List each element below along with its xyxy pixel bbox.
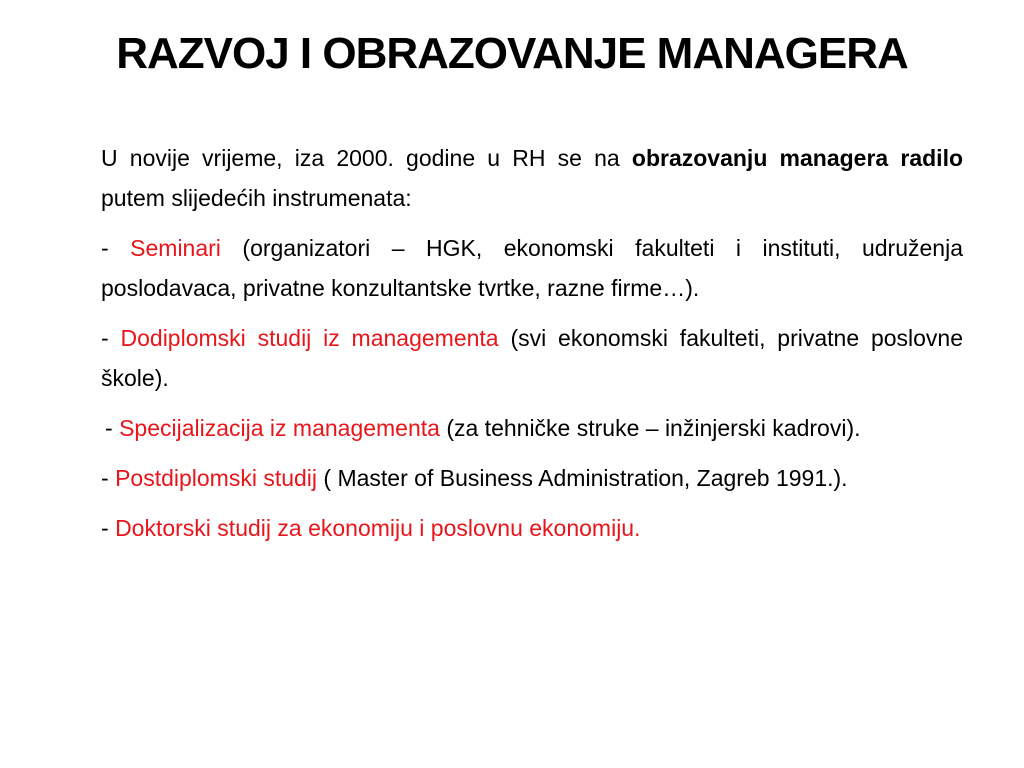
list-item-text: (svi ekonomski fakulteti, privatne poslovne škole). (101, 325, 964, 391)
intro-bold-text: obrazovanju managera radilo (631, 145, 964, 171)
list-item-text: (za tehničke struke – inžinjerski kadrovi). (439, 415, 861, 441)
intro-paragraph (101, 138, 963, 218)
list-item (101, 228, 963, 308)
intro-text-start: U novije vrijeme, iza 2000. godine u RH se na (101, 145, 632, 171)
intro-text-end: putem slijedećih instrumenata: (101, 185, 412, 211)
list-item-dash: - (105, 415, 120, 441)
list-item-dash: - (101, 515, 116, 541)
list-item-dash: - (101, 465, 116, 491)
list-item-text: (organizatori – HGK, ekonomski fakulteti i instituti, udruženja poslodavaca, privatne konzultantske tvrtke, razne firme…). (101, 235, 963, 301)
list-item-text: ( Master of Business Administration, Zagreb 1991.). (317, 465, 848, 491)
list-item-dash: - (101, 235, 131, 261)
list-item (101, 508, 963, 548)
slide-body (101, 138, 963, 548)
list-item-dash: - (101, 325, 121, 351)
slide-title: RAZVOJ I OBRAZOVANJE MANAGERA (116, 29, 908, 78)
list-item (101, 318, 963, 398)
list-item (101, 408, 963, 448)
list-item (101, 458, 963, 498)
list-item-highlight: Dodiplomski studij iz managementa (120, 325, 499, 351)
list-item-highlight: Postdiplomski studij (115, 465, 318, 491)
list-item-highlight: Specijalizacija iz managementa (119, 415, 440, 441)
list-item-highlight: Doktorski studij za ekonomiju i poslovnu ekonomiju. (115, 515, 641, 541)
list-item-highlight: Seminari (130, 235, 221, 261)
